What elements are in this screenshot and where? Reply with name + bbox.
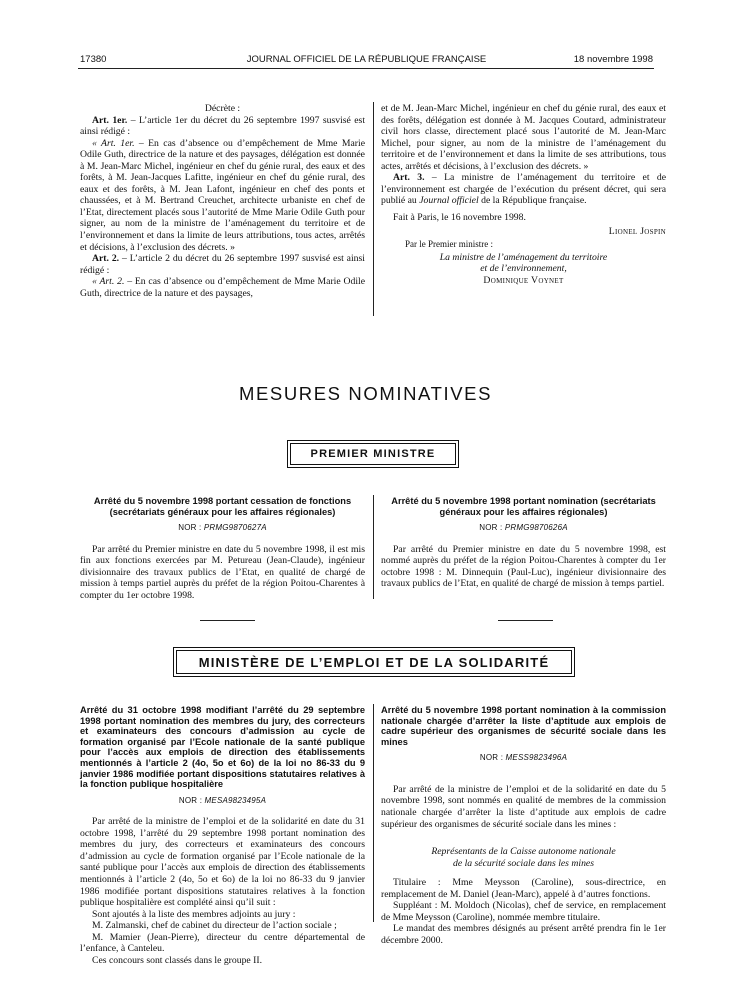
article-3-label: Art. 3. xyxy=(393,172,425,184)
end-rule xyxy=(498,620,553,621)
article-2-label: Art. 2. xyxy=(92,253,120,265)
ministre-name: Dominique Voynet xyxy=(483,274,564,286)
emploi-left-arrete xyxy=(80,705,365,966)
emploi-left-p1: Par arrêté de la ministre de l’emploi et de la solidarité en date du 31 octobre 1998, l’arrêté du 29 septembre 1998 portant nomination des membres du jury, des correcteurs et examinateurs des concours d’admission au cycle de formation organisé par l’Ecole nationale de la santé publique pour l’accès aux emplois de direction des établissements mentionnés à l’article 2 (4o, 5o et 6o) de la loi no 86-33 du 9 janvier 1986 modifiée portant dispositions statutaires relatives à la fonction publique hospitalière est complété ainsi qu’il suit : xyxy=(80,816,365,909)
emploi-left-p3: M. Zalmanski, chef de cabinet du directeur de l’action sociale ; xyxy=(92,920,337,932)
pm-right-arrete xyxy=(381,496,666,590)
journal-title: JOURNAL OFFICIEL DE LA RÉPUBLIQUE FRANÇAISE xyxy=(246,54,487,65)
pm-left-title: Arrêté du 5 novembre 1998 portant cessation de fonctions (secrétariats généraux pour les affaires régionales) xyxy=(93,496,352,517)
emploi-right-titulaire: Titulaire : Mme Meysson (Caroline), sous-directrice, en remplacement de M. Daniel (Jean-Marc), appelé à d’autres fonctions. xyxy=(381,877,666,900)
emploi-right-title: Arrêté du 5 novembre 1998 portant nomination à la commission nationale chargée d’arrêter la liste d’aptitude aux emplois de cadre supérieur des organismes de sécurité sociale dans les mines xyxy=(381,705,666,747)
article-2-quote: « Art. 2. – En cas d’absence ou d’empêchement de Mme Marie Odile Guth, directrice de la nature et des paysages, xyxy=(80,276,365,299)
representants-line1: Représentants de la Caisse autonome nationale xyxy=(431,846,616,858)
emploi-left-p2: Sont ajoutés à la liste des membres adjoints au jury : xyxy=(92,908,296,920)
article-1-label: Art. 1er. xyxy=(92,114,128,126)
par-le-premier-ministre: Par le Premier ministre : xyxy=(405,239,493,250)
article-2: Art. 2. – L’article 2 du décret du 26 septembre 1997 susvisé est ainsi rédigé : xyxy=(80,253,365,276)
decrete-heading: Décrète : xyxy=(204,103,241,114)
pm-left-nor: NOR : PRMG9870627A xyxy=(178,523,267,533)
ministre-title-line2: et de l’environnement, xyxy=(480,263,567,275)
end-rule xyxy=(200,620,255,621)
article-2-continuation: et de M. Jean-Marc Michel, ingénieur en chef du génie rural, des eaux et des forêts, délégation est donnée à M. Jacques Coutard, administrateur civil hors classe, directement placé sous l’autorité de M. Jean-Marc Michel, pour signer, au nom de la ministre de l’aménagement du territoire et de l’environnement et dans la limite de ses attributions, tous actes, arrêtés et décisions, à l’exclusion des décrets. » xyxy=(381,103,666,172)
representants-line2: de la sécurité sociale dans les mines xyxy=(453,857,594,869)
emploi-left-nor: NOR : MESA9823495A xyxy=(178,795,267,805)
premier-ministre-box xyxy=(287,440,459,468)
section-title: MESURES NOMINATIVES xyxy=(238,383,493,404)
premier-ministre-label: PREMIER MINISTRE xyxy=(290,443,456,465)
column-divider xyxy=(373,704,374,922)
emploi-right-mandat: Le mandat des membres désignés au présent arrêté prendra fin le 1er décembre 2000. xyxy=(381,923,666,946)
pm-right-body: Par arrêté du Premier ministre en date du 5 novembre 1998, est nommé auprès du préfet de la région Poitou-Charentes à compter du 1er octobre 1998 : M. Dinnequin (Paul-Luc), ingénieur divisionnaire des travaux publics de l’Etat, en qualité de chargé de mission à temps partiel. xyxy=(381,543,666,590)
emploi-left-p5: Ces concours sont classés dans le groupe II. xyxy=(92,954,263,966)
column-divider xyxy=(373,102,374,316)
column-divider xyxy=(373,495,374,599)
decree-right-column xyxy=(381,103,666,286)
emploi-left-title: Arrêté du 31 octobre 1998 modifiant l’arrêté du 29 septembre 1998 portant nomination des membres du jury, des correcteurs et examinateurs des concours d’admission au cycle de formation organisé par l’Ecole nationale de la santé publique pour l’accès aux emplois de direction des établissements mentionnés à l’article 2 (4o, 5o et 6o) de la loi no 86-33 du 9 janvier 1986 modifiée portant dispositions statutaires relatives à la fonction publique hospitalière xyxy=(80,705,365,790)
emploi-right-suppleant: Suppléant : M. Moldoch (Nicolas), chef de service, en remplacement de Mme Meysson (Caroline), nommée membre titulaire. xyxy=(381,900,666,923)
ministre-title-line1: La ministre de l’aménagement du territoire xyxy=(439,251,608,263)
issue-date: 18 novembre 1998 xyxy=(573,54,653,65)
page-number: 17380 xyxy=(80,54,107,65)
emploi-right-arrete xyxy=(381,705,666,946)
emploi-left-p4: M. Mamier (Jean-Pierre), directeur du centre départemental de l’enfance, à Canteleu. xyxy=(80,931,365,955)
pm-left-body: Par arrêté du Premier ministre en date du 5 novembre 1998, il est mis fin aux fonctions exercées par M. Petureau (Jean-Claude), ingénieur divisionnaire des travaux publics de l’Etat, en qualité de chargé de mission à temps partiel auprès du préfet de la région Poitou-Charentes à compter du 1er octobre 1998. xyxy=(80,543,365,601)
pm-right-title: Arrêté du 5 novembre 1998 portant nomination (secrétariats généraux pour les affaires régionales) xyxy=(391,496,656,517)
signatory-name: Lionel Jospin xyxy=(608,226,666,238)
article-1: Art. 1er. – L’article 1er du décret du 26 septembre 1997 susvisé est ainsi rédigé : xyxy=(80,114,366,138)
page-header xyxy=(80,54,653,66)
emploi-right-p1: Par arrêté de la ministre de l’emploi et de la solidarité en date du 5 novembre 1998, sont nommés en qualité de membres de la commission nationale chargée d’arrêter la liste d’aptitude aux emplois de cadre supérieur des organismes de sécurité sociale dans les mines : xyxy=(381,783,666,830)
pm-left-arrete xyxy=(80,496,365,601)
article-3: Art. 3. – La ministre de l’aménagement du territoire et de l’environnement est chargée de l’exécution du présent décret, qui sera publié au Journal officiel de la République française. xyxy=(381,172,667,207)
pm-right-nor: NOR : PRMG9870626A xyxy=(479,523,568,533)
fait-a-paris: Fait à Paris, le 16 novembre 1998. xyxy=(393,211,526,223)
header-rule xyxy=(78,68,654,69)
article-1-quote: « Art. 1er. – En cas d’absence ou d’empêchement de Mme Marie Odile Guth, directrice de la nature et des paysages, délégation est donnée à M. Jean-Marc Michel, ingénieur en chef du génie rural, des eaux et des forêts, à M. Jean-Jacques Lafitte, ingénieur en chef du génie rural, des eaux et des forêts, à M. Jean Lafont, ingénieur en chef des ponts et chaussées, et à M. Bertrand Creuchet, architecte urbaniste en chef de l’Etat, directement placés sous l’autorité de Mme Marie Odile Guth pour signer, au nom de la ministre de l’aménagement du territoire et de l’environnement et dans la limite de leurs attributions, tous actes, arrêtés et décisions, à l’exclusion des décrets. » xyxy=(80,137,365,253)
ministere-emploi-label: MINISTÈRE DE L’EMPLOI ET DE LA SOLIDARITÉ xyxy=(176,650,572,674)
decree-left-column xyxy=(80,103,365,299)
emploi-right-nor: NOR : MESS9823496A xyxy=(479,753,568,763)
ministere-emploi-box xyxy=(173,647,575,677)
